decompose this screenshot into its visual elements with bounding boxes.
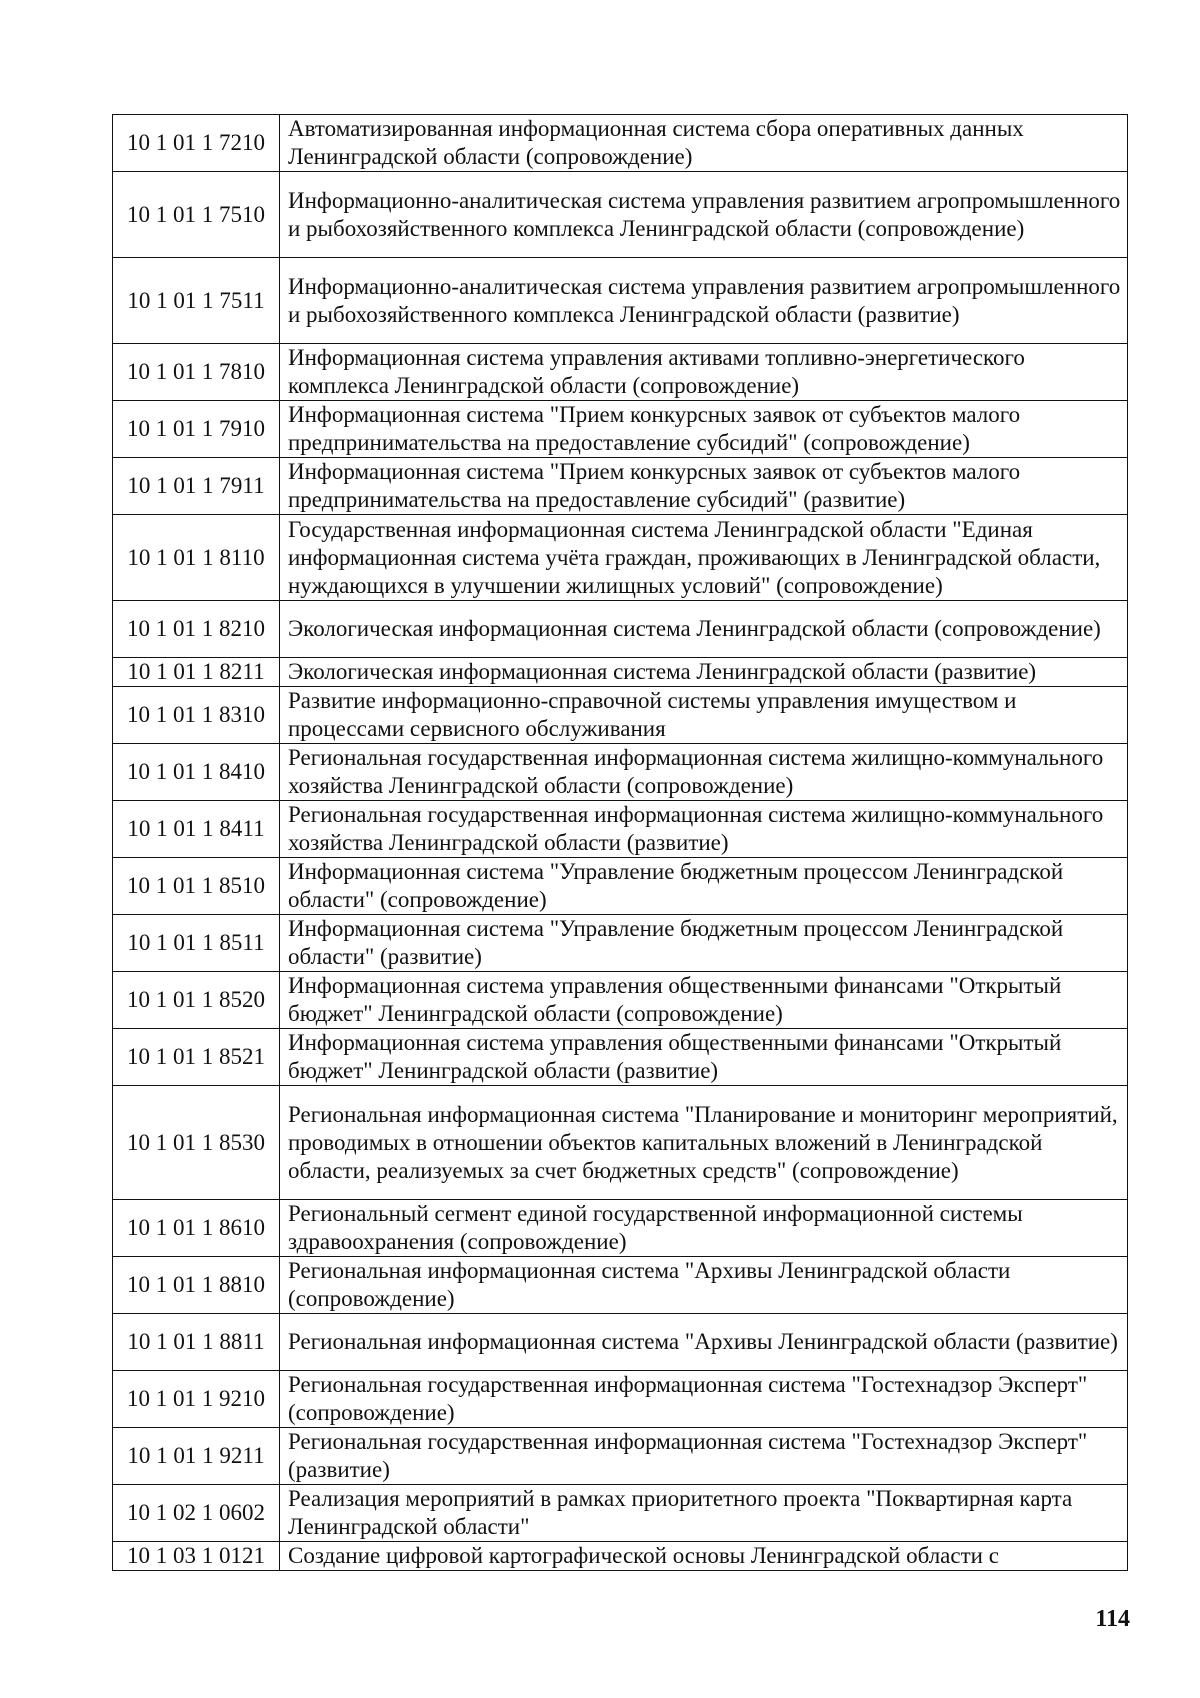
budget-code: 10 1 03 1 0121 [113,1542,280,1571]
budget-code: 10 1 01 1 7910 [113,401,280,458]
table-row [113,458,1128,515]
budget-code: 10 1 01 1 8521 [113,1029,280,1086]
budget-code: 10 1 02 1 0602 [113,1485,280,1542]
budget-code: 10 1 01 1 9210 [113,1371,280,1428]
table-row [113,1029,1128,1086]
table-row [113,344,1128,401]
item-description: Региональная информационная система "Планирование и мониторинг мероприятий, проводимых в отношении объектов капитальных вложений в Ленинградской области, реализуемых за счет бюджетных средств" (сопровождение) [280,1086,1128,1200]
budget-code: 10 1 01 1 8510 [113,858,280,915]
item-description: Информационная система управления общественными финансами "Открытый бюджет" Ленинградской области (развитие) [280,1029,1128,1086]
budget-code: 10 1 01 1 8520 [113,972,280,1029]
budget-code: 10 1 01 1 8530 [113,1086,280,1200]
page-number: 114 [1095,1606,1130,1632]
item-description: Экологическая информационная система Ленинградской области (развитие) [280,658,1128,687]
budget-code: 10 1 01 1 7911 [113,458,280,515]
budget-code: 10 1 01 1 8110 [113,515,280,601]
item-description: Информационная система "Прием конкурсных заявок от субъектов малого предпринимательства на предоставление субсидий" (развитие) [280,458,1128,515]
item-description: Информационно-аналитическая система управления развитием агропромышленного и рыбохозяйственного комплекса Ленинградской области (развитие) [280,258,1128,344]
budget-code: 10 1 01 1 8310 [113,687,280,744]
budget-code: 10 1 01 1 8811 [113,1314,280,1371]
table-row [113,972,1128,1029]
table-row [113,687,1128,744]
item-description: Региональная государственная информационная система жилищно-коммунального хозяйства Ленинградской области (сопровождение) [280,744,1128,801]
table-row [113,1200,1128,1257]
item-description: Региональная государственная информационная система "Гостехнадзор Эксперт" (развитие) [280,1428,1128,1485]
budget-code: 10 1 01 1 8511 [113,915,280,972]
item-description: Государственная информационная система Ленинградской области "Единая информационная система учёта граждан, проживающих в Ленинградской области, нуждающихся в улучшении жилищных условий" (сопровождение) [280,515,1128,601]
table-row [113,601,1128,658]
budget-code: 10 1 01 1 7810 [113,344,280,401]
table-row [113,1257,1128,1314]
table-row [113,1485,1128,1542]
table-row [113,801,1128,858]
item-description: Региональная государственная информационная система "Гостехнадзор Эксперт" (сопровождение) [280,1371,1128,1428]
item-description: Региональная государственная информационная система жилищно-коммунального хозяйства Ленинградской области (развитие) [280,801,1128,858]
item-description: Реализация мероприятий в рамках приоритетного проекта "Поквартирная карта Ленинградской области" [280,1485,1128,1542]
table-row [113,1314,1128,1371]
item-description: Информационная система управления общественными финансами "Открытый бюджет" Ленинградской области (сопровождение) [280,972,1128,1029]
item-description: Создание цифровой картографической основы Ленинградской области с [280,1542,1128,1571]
table-row [113,115,1128,172]
table-row [113,915,1128,972]
table-row [113,1371,1128,1428]
budget-code: 10 1 01 1 8211 [113,658,280,687]
table-row [113,515,1128,601]
item-description: Информационная система "Управление бюджетным процессом Ленинградской области" (сопровождение) [280,858,1128,915]
item-description: Развитие информационно-справочной системы управления имуществом и процессами сервисного обслуживания [280,687,1128,744]
budget-code: 10 1 01 1 7510 [113,172,280,258]
budget-code: 10 1 01 1 8411 [113,801,280,858]
budget-code: 10 1 01 1 7210 [113,115,280,172]
table-row [113,858,1128,915]
item-description: Информационно-аналитическая система управления развитием агропромышленного и рыбохозяйственного комплекса Ленинградской области (сопровождение) [280,172,1128,258]
budget-code: 10 1 01 1 8410 [113,744,280,801]
budget-codes-table [112,114,1128,1571]
item-description: Экологическая информационная система Ленинградской области (сопровождение) [280,601,1128,658]
table-row [113,658,1128,687]
item-description: Региональная информационная система "Архивы Ленинградской области (сопровождение) [280,1257,1128,1314]
item-description: Информационная система "Прием конкурсных заявок от субъектов малого предпринимательства на предоставление субсидий" (сопровождение) [280,401,1128,458]
item-description: Информационная система "Управление бюджетным процессом Ленинградской области" (развитие) [280,915,1128,972]
budget-code: 10 1 01 1 8610 [113,1200,280,1257]
budget-code: 10 1 01 1 9211 [113,1428,280,1485]
table-row [113,1542,1128,1571]
budget-code: 10 1 01 1 7511 [113,258,280,344]
item-description: Информационная система управления активами топливно-энергетического комплекса Ленинградской области (сопровождение) [280,344,1128,401]
budget-code: 10 1 01 1 8810 [113,1257,280,1314]
table-row [113,401,1128,458]
table-row [113,744,1128,801]
item-description: Региональная информационная система "Архивы Ленинградской области (развитие) [280,1314,1128,1371]
budget-code: 10 1 01 1 8210 [113,601,280,658]
item-description: Региональный сегмент единой государственной информационной системы здравоохранения (сопровождение) [280,1200,1128,1257]
item-description: Автоматизированная информационная система сбора оперативных данных Ленинградской области (сопровождение) [280,115,1128,172]
table-row [113,172,1128,258]
table-row [113,1086,1128,1200]
table-row [113,1428,1128,1485]
table-row [113,258,1128,344]
